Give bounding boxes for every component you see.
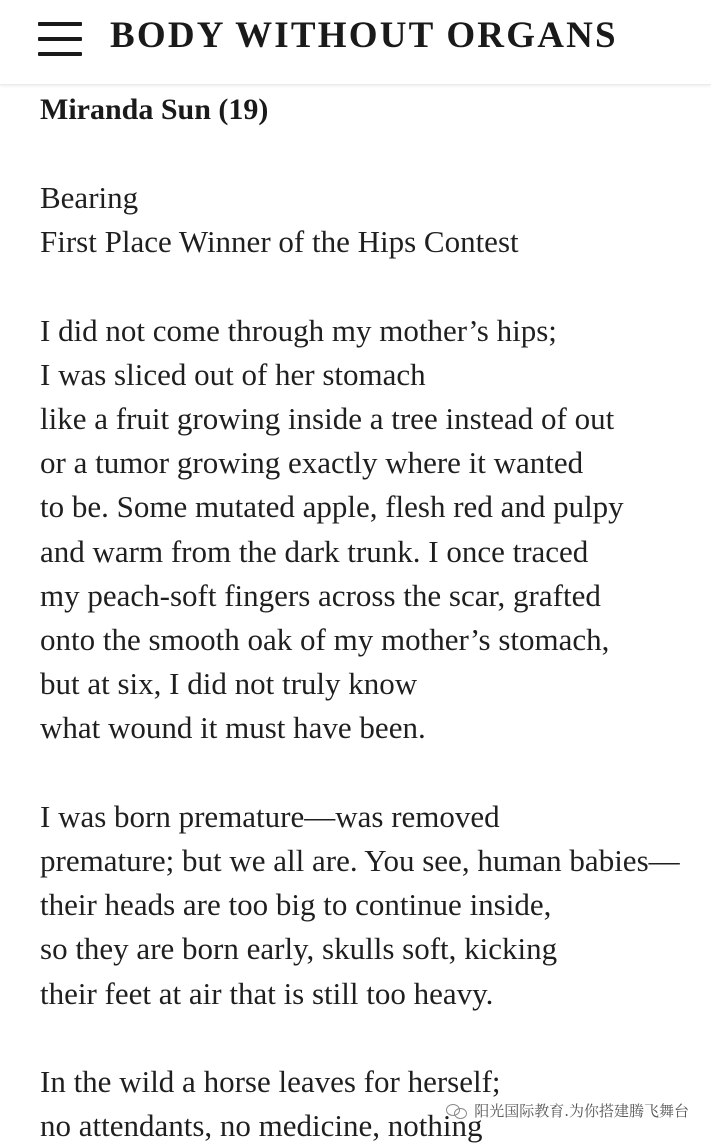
poem-heading <box>40 176 700 264</box>
menu-bar-line <box>38 22 82 26</box>
watermark <box>446 1100 689 1121</box>
poem-title: Bearing <box>40 180 139 215</box>
stanza-2 <box>40 795 700 1016</box>
poem-line: premature; but we all are. You see, human babies— <box>40 843 680 879</box>
poem-line: I was born premature—was removed <box>40 798 500 834</box>
hamburger-menu-icon[interactable] <box>36 20 84 60</box>
wechat-icon <box>446 1103 468 1119</box>
poem-line: no attendants, no medicine, nothing <box>40 1108 483 1144</box>
poem-line: and warm from the dark trunk. I once traced <box>40 533 589 569</box>
menu-bar-line <box>38 37 82 41</box>
poem-line: I was sliced out of her stomach <box>40 356 426 392</box>
poem-line: their heads are too big to continue inside, <box>40 887 552 923</box>
menu-bar-line <box>38 52 82 56</box>
poem-line: In the wild a horse leaves for herself; <box>40 1064 501 1100</box>
poem-line: their feet at air that is still too heavy. <box>40 975 494 1011</box>
site-title[interactable]: BODY WITHOUT ORGANS <box>110 15 618 56</box>
poem-line: or a tumor growing exactly where it wanted <box>40 445 584 481</box>
poem-subtitle: First Place Winner of the Hips Contest <box>40 224 519 260</box>
author-name: Miranda Sun (19) <box>40 93 269 126</box>
poem-line: my peach-soft fingers across the scar, grafted <box>40 577 601 613</box>
article-content <box>40 86 700 1148</box>
poem-line: what wound it must have been. <box>40 710 426 746</box>
poem-line: onto the smooth oak of my mother’s stomach, <box>40 622 610 658</box>
watermark-text: 阳光国际教育.为你搭建腾飞舞台 <box>474 1102 689 1120</box>
top-bar <box>0 0 711 85</box>
poem-line: I did not come through my mother’s hips; <box>40 312 557 348</box>
poem-line: so they are born early, skulls soft, kicking <box>40 931 558 967</box>
poem-line: like a fruit growing inside a tree instead of out <box>40 401 615 436</box>
poem-line: but at six, I did not truly know <box>40 666 418 702</box>
poem-line: to be. Some mutated apple, flesh red and pulpy <box>40 489 624 525</box>
stanza-1 <box>40 309 700 751</box>
